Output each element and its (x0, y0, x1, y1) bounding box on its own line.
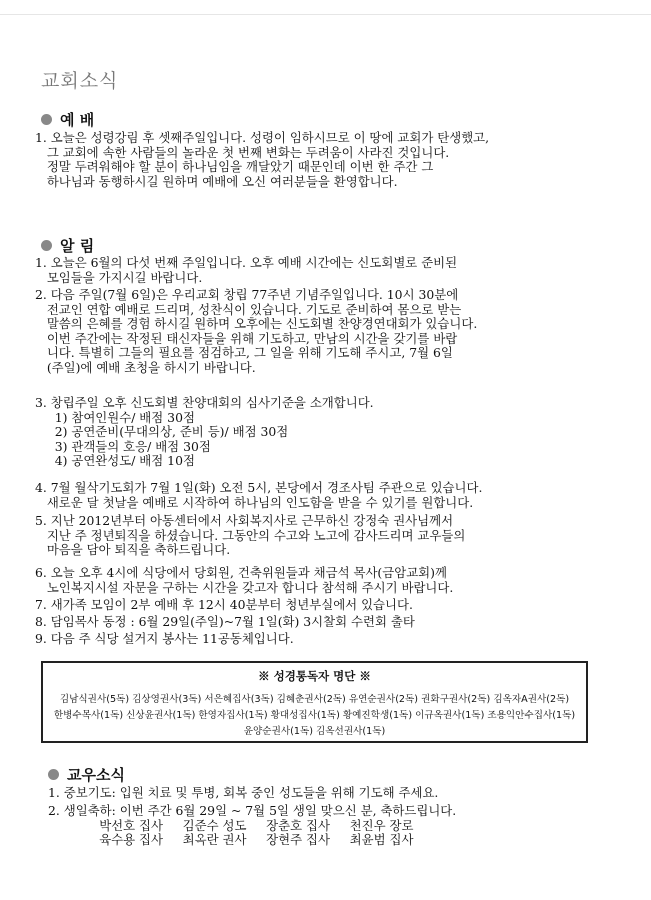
bible-reading-names: 김남식권사(5독) 김상영권사(3독) 서은혜집사(3독) 김혜춘권사(2독) 유연순권사(2독) 권화구권사(2독) 김옥자A권사(2독) 한병수목사(1독) 신상윤권사(1독) 한영자집사(1독) 황대성집사(1독) 황예진학생(1독) 이규옥권사(1독) 조용익안수집사(1독) 윤양순권사(1독) 김옥선권사(1독) (53, 694, 576, 737)
bullet-icon (41, 114, 52, 125)
notice-item: 8. 담임목사 동정 : 6월 29일(주일)~7월 1일(화) 3시찰회 수련회 출타 (35, 614, 415, 629)
worship-heading (41, 109, 94, 130)
notice-item: 5. 지난 2012년부터 아동센터에서 사회복지사로 근무하신 강정숙 권사님께서 지난 주 정년퇴직을 하셨습니다. 그동안의 수고와 노고에 감사드리며 교우들의 마음을 담아 퇴직을 축하드립니다. (35, 513, 466, 558)
notice-item: 3. 창립주일 오후 신도회별 찬양대회의 심사기준을 소개합니다. 1) 참여인원수/ 배점 30점 2) 공연준비(무대의상, 준비 등)/ 배점 30점 3) 관객들의 호응/ 배점 30점 4) 공연완성도/ 배점 10점 (35, 395, 374, 469)
members-heading (48, 764, 125, 785)
bullet-icon (48, 769, 59, 780)
notice-item: 2. 다음 주일(7월 6일)은 우리교회 창립 77주년 기념주일입니다. 10시 30분에 전교인 연합 예배로 드리며, 성찬식이 있습니다. 기도로 준비하여 몸으로 받는 말씀의 은혜를 경험 하시길 원하며 오후에는 신도회별 찬양경연대회가 있습니다. 이번 주간에는 작정된 태신자들을 위해 기도하고, 만남의 시간을 갖기를 바랍 니다. 특별히 그들의 필요를 점검하고, 그 일을 위해 기도해 주시고, 7월 6일 (주일)에 예배 초청을 하시기 바랍니다. (35, 287, 478, 375)
page-title: 교회소식 (41, 70, 119, 92)
members-item: 1. 중보기도: 입원 치료 및 투병, 회복 중인 성도들을 위해 기도해 주세요. (48, 785, 439, 800)
top-divider (0, 14, 651, 15)
worship-heading-label: 예 배 (60, 111, 95, 129)
notice-item: 9. 다음 주 식당 설거지 봉사는 11공동체입니다. (35, 631, 294, 646)
notice-item: 6. 오늘 오후 4시에 식당에서 당회원, 건축위원들과 채금석 목사(금암교회)께 노인복지시설 자문을 구하는 시간을 갖고자 합니다 참석해 주시기 바랍니다. (35, 565, 454, 595)
notice-item: 4. 7월 월삭기도회가 7월 1일(화) 오전 5시, 본당에서 경조사팀 주관으로 있습니다. 새로운 달 첫날을 예배로 시작하여 하나님의 인도함을 받을 수 있기를 원합니다. (35, 480, 483, 510)
notice-item: 1. 오늘은 6월의 다섯 번째 주일입니다. 오후 예배 시간에는 신도회별로 준비된 모임들을 가지시길 바랍니다. (35, 255, 458, 285)
bible-reading-box (41, 661, 588, 743)
members-item: 2. 생일축하: 이번 주간 6월 29일 ~ 7월 5일 생일 맞으신 분, 축하드립니다. 박선호 집사 김준수 성도 장춘호 집사 천진우 장로 육수용 집사 최옥란 권사 장현주 집사 최윤범 집사 (48, 803, 457, 848)
members-heading-label: 교우소식 (67, 766, 125, 784)
notices-heading-label: 알 림 (60, 237, 95, 255)
bible-reading-title: ※ 성경통독자 명단 ※ (258, 669, 371, 683)
bullet-icon (41, 240, 52, 251)
worship-item: 1. 오늘은 성령강림 후 셋째주일입니다. 성령이 임하시므로 이 땅에 교회가 탄생했고, 그 교회에 속한 사람들의 놀라운 첫 번째 변화는 두려움이 사라진 것입니다. 정말 두려워해야 할 분이 하나님임을 깨달았기 때문인데 이번 한 주간 그 하나님과 동행하시길 원하며 예배에 오신 여러분들을 환영합니다. (35, 130, 490, 189)
notices-heading (41, 235, 94, 256)
notice-item: 7. 새가족 모임이 2부 예배 후 12시 40분부터 청년부실에서 있습니다. (35, 597, 413, 612)
